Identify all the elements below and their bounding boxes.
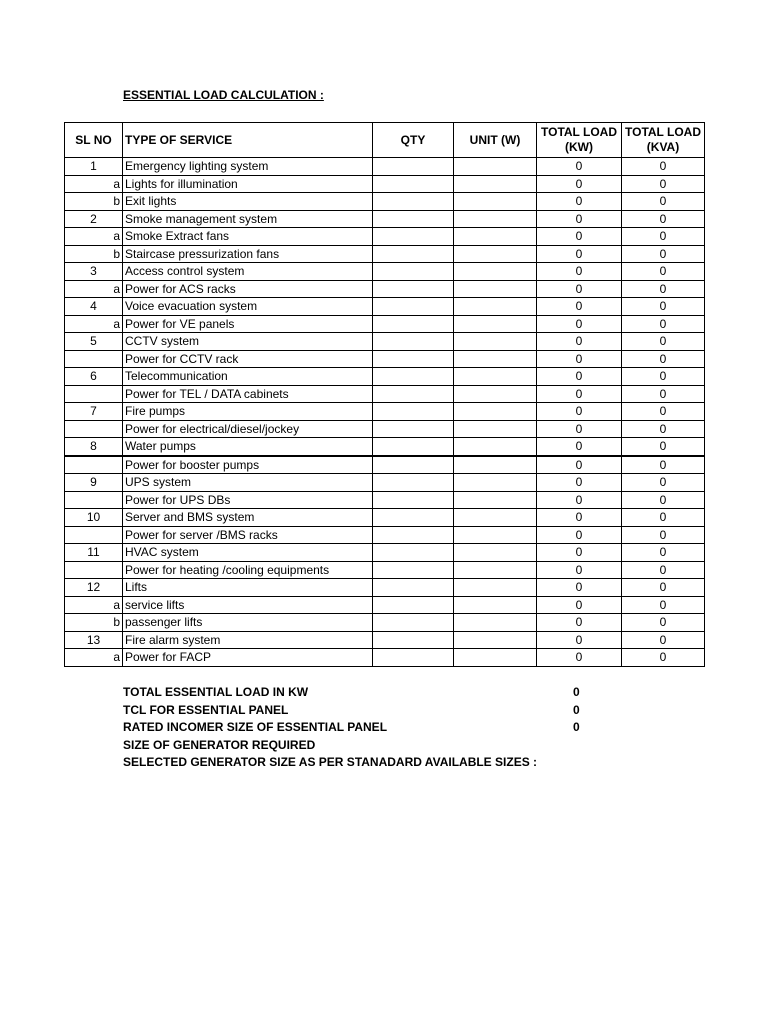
table-row xyxy=(65,350,705,368)
row-type-of-service: passenger lifts xyxy=(123,614,373,632)
row-type-of-service: Power for UPS DBs xyxy=(123,491,373,509)
row-qty xyxy=(373,333,454,351)
table-row xyxy=(65,596,705,614)
header-qty: QTY xyxy=(373,123,454,158)
row-total-load-kva: 0 xyxy=(622,614,705,632)
table-row xyxy=(65,456,705,474)
row-unit xyxy=(454,245,537,263)
row-type-of-service: Exit lights xyxy=(123,193,373,211)
row-qty xyxy=(373,298,454,316)
row-type-of-service: service lifts xyxy=(123,596,373,614)
row-total-load-kva: 0 xyxy=(622,333,705,351)
row-qty xyxy=(373,245,454,263)
row-total-load-kva: 0 xyxy=(622,438,705,456)
row-total-load-kw: 0 xyxy=(537,298,622,316)
row-type-of-service: Fire alarm system xyxy=(123,631,373,649)
row-sl-no xyxy=(65,526,123,544)
row-sl-no: 5 xyxy=(65,333,123,351)
summary-label: TCL FOR ESSENTIAL PANEL xyxy=(123,702,289,717)
summary-label: SIZE OF GENERATOR REQUIRED xyxy=(123,737,316,752)
table-row xyxy=(65,385,705,403)
row-unit xyxy=(454,526,537,544)
row-unit xyxy=(454,420,537,438)
summary-row xyxy=(123,719,643,737)
row-sl-no: 8 xyxy=(65,438,123,456)
summary-value: 0 xyxy=(573,720,580,734)
summary-row xyxy=(123,737,643,755)
row-total-load-kva: 0 xyxy=(622,350,705,368)
header-sl-no: SL NO xyxy=(65,123,123,158)
row-unit xyxy=(454,596,537,614)
row-type-of-service: Power for heating /cooling equipments xyxy=(123,561,373,579)
row-total-load-kw: 0 xyxy=(537,544,622,562)
table-row xyxy=(65,544,705,562)
summary-row xyxy=(123,702,643,720)
row-unit xyxy=(454,158,537,176)
row-sl-no: 12 xyxy=(65,579,123,597)
table-row xyxy=(65,614,705,632)
table-row xyxy=(65,368,705,386)
table-row xyxy=(65,491,705,509)
row-qty xyxy=(373,403,454,421)
row-total-load-kw: 0 xyxy=(537,491,622,509)
row-unit xyxy=(454,561,537,579)
row-sl-no: b xyxy=(65,614,123,632)
row-type-of-service: Smoke management system xyxy=(123,210,373,228)
row-sl-no xyxy=(65,561,123,579)
row-type-of-service: Server and BMS system xyxy=(123,509,373,527)
row-total-load-kva: 0 xyxy=(622,175,705,193)
row-total-load-kw: 0 xyxy=(537,315,622,333)
table-row xyxy=(65,579,705,597)
row-qty xyxy=(373,280,454,298)
row-qty xyxy=(373,175,454,193)
document-title: ESSENTIAL LOAD CALCULATION : xyxy=(123,88,324,102)
row-type-of-service: Water pumps xyxy=(123,438,373,456)
row-total-load-kw: 0 xyxy=(537,596,622,614)
summary-row xyxy=(123,754,643,772)
row-total-load-kw: 0 xyxy=(537,649,622,667)
row-unit xyxy=(454,333,537,351)
row-total-load-kva: 0 xyxy=(622,631,705,649)
load-table xyxy=(64,122,705,667)
row-total-load-kva: 0 xyxy=(622,544,705,562)
row-qty xyxy=(373,579,454,597)
row-total-load-kw: 0 xyxy=(537,210,622,228)
row-unit xyxy=(454,631,537,649)
row-total-load-kw: 0 xyxy=(537,175,622,193)
row-unit xyxy=(454,228,537,246)
row-type-of-service: Power for VE panels xyxy=(123,315,373,333)
row-unit xyxy=(454,193,537,211)
row-type-of-service: Lifts xyxy=(123,579,373,597)
row-total-load-kva: 0 xyxy=(622,561,705,579)
row-total-load-kva: 0 xyxy=(622,649,705,667)
row-qty xyxy=(373,263,454,281)
row-total-load-kva: 0 xyxy=(622,193,705,211)
row-unit xyxy=(454,315,537,333)
row-total-load-kva: 0 xyxy=(622,596,705,614)
row-total-load-kw: 0 xyxy=(537,263,622,281)
row-total-load-kw: 0 xyxy=(537,420,622,438)
row-total-load-kw: 0 xyxy=(537,579,622,597)
row-total-load-kva: 0 xyxy=(622,298,705,316)
table-row xyxy=(65,298,705,316)
row-sl-no: 11 xyxy=(65,544,123,562)
row-unit xyxy=(454,456,537,474)
row-total-load-kva: 0 xyxy=(622,263,705,281)
row-sl-no: a xyxy=(65,228,123,246)
table-row xyxy=(65,158,705,176)
row-total-load-kva: 0 xyxy=(622,403,705,421)
summary-label: SELECTED GENERATOR SIZE AS PER STANADARD AVAILABLE SIZES : xyxy=(123,755,538,769)
row-total-load-kva: 0 xyxy=(622,158,705,176)
row-total-load-kw: 0 xyxy=(537,403,622,421)
row-sl-no: a xyxy=(65,596,123,614)
row-type-of-service: Power for ACS racks xyxy=(123,280,373,298)
row-unit xyxy=(454,175,537,193)
row-total-load-kw: 0 xyxy=(537,333,622,351)
row-sl-no: a xyxy=(65,649,123,667)
table-row xyxy=(65,509,705,527)
table-row xyxy=(65,649,705,667)
row-type-of-service: UPS system xyxy=(123,474,373,492)
row-sl-no: a xyxy=(65,175,123,193)
row-total-load-kw: 0 xyxy=(537,456,622,474)
row-unit xyxy=(454,263,537,281)
header-unit: UNIT (W) xyxy=(454,123,537,158)
table-row xyxy=(65,245,705,263)
table-row xyxy=(65,631,705,649)
row-type-of-service: Power for CCTV rack xyxy=(123,350,373,368)
table-row xyxy=(65,210,705,228)
row-total-load-kva: 0 xyxy=(622,228,705,246)
row-sl-no: 10 xyxy=(65,509,123,527)
header-total-load-kva: TOTAL LOAD (KVA) xyxy=(622,123,705,158)
row-total-load-kw: 0 xyxy=(537,526,622,544)
table-row xyxy=(65,263,705,281)
row-total-load-kva: 0 xyxy=(622,210,705,228)
row-qty xyxy=(373,491,454,509)
row-qty xyxy=(373,561,454,579)
row-unit xyxy=(454,544,537,562)
row-type-of-service: Emergency lighting system xyxy=(123,158,373,176)
row-total-load-kw: 0 xyxy=(537,631,622,649)
row-qty xyxy=(373,350,454,368)
row-qty xyxy=(373,385,454,403)
row-sl-no xyxy=(65,385,123,403)
row-total-load-kw: 0 xyxy=(537,509,622,527)
row-total-load-kw: 0 xyxy=(537,368,622,386)
row-qty xyxy=(373,210,454,228)
row-total-load-kw: 0 xyxy=(537,228,622,246)
row-qty xyxy=(373,228,454,246)
row-total-load-kw: 0 xyxy=(537,280,622,298)
table-row xyxy=(65,561,705,579)
row-total-load-kw: 0 xyxy=(537,438,622,456)
table-row xyxy=(65,315,705,333)
row-sl-no: a xyxy=(65,315,123,333)
row-sl-no: b xyxy=(65,193,123,211)
row-qty xyxy=(373,614,454,632)
row-type-of-service: Power for FACP xyxy=(123,649,373,667)
row-type-of-service: Power for server /BMS racks xyxy=(123,526,373,544)
row-unit xyxy=(454,491,537,509)
table-row xyxy=(65,526,705,544)
summary-label: TOTAL ESSENTIAL LOAD IN KW xyxy=(123,685,309,699)
row-qty xyxy=(373,315,454,333)
row-sl-no xyxy=(65,456,123,474)
table-row xyxy=(65,403,705,421)
row-sl-no: 3 xyxy=(65,263,123,281)
row-sl-no: 1 xyxy=(65,158,123,176)
row-unit xyxy=(454,298,537,316)
table-row xyxy=(65,474,705,492)
row-total-load-kw: 0 xyxy=(537,385,622,403)
row-total-load-kva: 0 xyxy=(622,579,705,597)
row-unit xyxy=(454,368,537,386)
row-total-load-kw: 0 xyxy=(537,561,622,579)
row-total-load-kw: 0 xyxy=(537,158,622,176)
table-header-row xyxy=(65,123,705,158)
row-sl-no: 6 xyxy=(65,368,123,386)
row-unit xyxy=(454,210,537,228)
row-sl-no: a xyxy=(65,280,123,298)
row-sl-no xyxy=(65,491,123,509)
row-type-of-service: Power for electrical/diesel/jockey xyxy=(123,420,373,438)
row-total-load-kva: 0 xyxy=(622,474,705,492)
row-total-load-kva: 0 xyxy=(622,315,705,333)
row-type-of-service: Power for booster pumps xyxy=(123,456,373,474)
row-sl-no xyxy=(65,420,123,438)
row-unit xyxy=(454,474,537,492)
table-row xyxy=(65,280,705,298)
row-unit xyxy=(454,438,537,456)
row-total-load-kva: 0 xyxy=(622,509,705,527)
row-total-load-kw: 0 xyxy=(537,245,622,263)
row-unit xyxy=(454,509,537,527)
table-row xyxy=(65,175,705,193)
row-type-of-service: Lights for illumination xyxy=(123,175,373,193)
row-total-load-kva: 0 xyxy=(622,526,705,544)
row-unit xyxy=(454,280,537,298)
row-sl-no: 13 xyxy=(65,631,123,649)
row-total-load-kva: 0 xyxy=(622,385,705,403)
header-type-of-service: TYPE OF SERVICE xyxy=(123,123,373,158)
row-type-of-service: Telecommunication xyxy=(123,368,373,386)
table-row xyxy=(65,228,705,246)
row-unit xyxy=(454,579,537,597)
summary-label: RATED INCOMER SIZE OF ESSENTIAL PANEL xyxy=(123,720,388,734)
row-total-load-kva: 0 xyxy=(622,456,705,474)
row-total-load-kva: 0 xyxy=(622,280,705,298)
row-qty xyxy=(373,193,454,211)
row-total-load-kva: 0 xyxy=(622,491,705,509)
row-qty xyxy=(373,368,454,386)
row-type-of-service: CCTV system xyxy=(123,333,373,351)
table-row xyxy=(65,333,705,351)
row-qty xyxy=(373,596,454,614)
row-unit xyxy=(454,403,537,421)
table-body xyxy=(65,158,705,667)
row-total-load-kva: 0 xyxy=(622,420,705,438)
row-type-of-service: Voice evacuation system xyxy=(123,298,373,316)
row-sl-no xyxy=(65,350,123,368)
row-total-load-kva: 0 xyxy=(622,368,705,386)
row-total-load-kw: 0 xyxy=(537,193,622,211)
row-qty xyxy=(373,456,454,474)
row-total-load-kw: 0 xyxy=(537,350,622,368)
row-qty xyxy=(373,509,454,527)
row-total-load-kva: 0 xyxy=(622,245,705,263)
row-sl-no: 7 xyxy=(65,403,123,421)
row-qty xyxy=(373,631,454,649)
row-type-of-service: HVAC system xyxy=(123,544,373,562)
row-qty xyxy=(373,158,454,176)
row-sl-no: b xyxy=(65,245,123,263)
row-total-load-kw: 0 xyxy=(537,474,622,492)
table-row xyxy=(65,193,705,211)
summary-section xyxy=(123,684,643,772)
row-type-of-service: Staircase pressurization fans xyxy=(123,245,373,263)
row-qty xyxy=(373,438,454,456)
table-row xyxy=(65,438,705,456)
row-qty xyxy=(373,474,454,492)
row-sl-no: 4 xyxy=(65,298,123,316)
row-unit xyxy=(454,614,537,632)
row-sl-no: 2 xyxy=(65,210,123,228)
summary-value: 0 xyxy=(573,685,580,699)
row-unit xyxy=(454,350,537,368)
summary-value: 0 xyxy=(573,702,580,717)
row-qty xyxy=(373,526,454,544)
table-row xyxy=(65,420,705,438)
header-total-load-kw: TOTAL LOAD (KW) xyxy=(537,123,622,158)
row-sl-no: 9 xyxy=(65,474,123,492)
row-unit xyxy=(454,649,537,667)
row-unit xyxy=(454,385,537,403)
row-qty xyxy=(373,420,454,438)
row-type-of-service: Power for TEL / DATA cabinets xyxy=(123,385,373,403)
row-type-of-service: Access control system xyxy=(123,263,373,281)
row-type-of-service: Fire pumps xyxy=(123,403,373,421)
row-type-of-service: Smoke Extract fans xyxy=(123,228,373,246)
summary-row xyxy=(123,684,643,702)
row-qty xyxy=(373,544,454,562)
row-qty xyxy=(373,649,454,667)
row-total-load-kw: 0 xyxy=(537,614,622,632)
